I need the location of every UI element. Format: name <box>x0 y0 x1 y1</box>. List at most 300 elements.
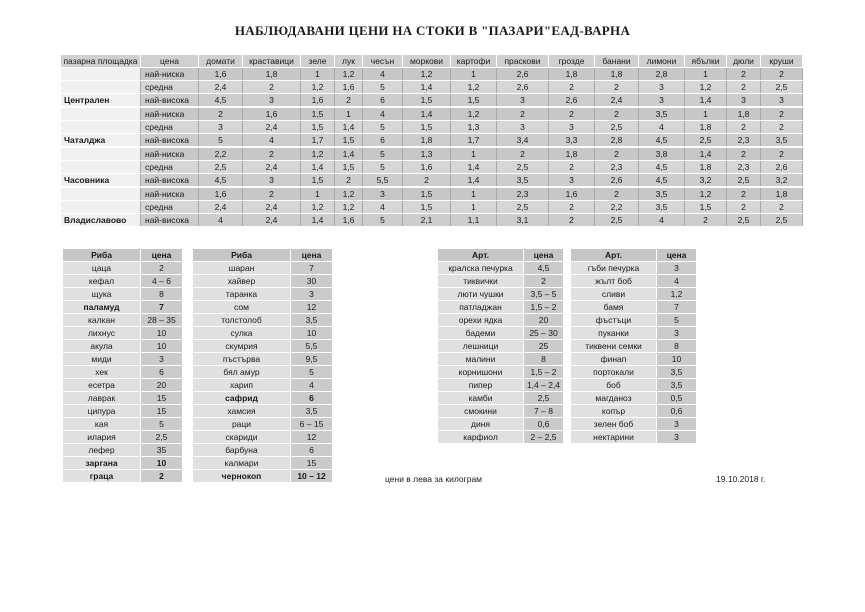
price-value-cell: 2,4 <box>199 81 243 94</box>
price-value-cell: 2 <box>243 187 301 201</box>
price-kind-cell: средна <box>141 201 199 214</box>
item-name-cell: тиквени семки <box>571 340 657 353</box>
price-value-cell: 2,5 <box>199 161 243 174</box>
price-value-cell: 1,2 <box>301 201 335 214</box>
item-name-cell: сафрид <box>193 392 291 405</box>
item-price-cell: 15 <box>141 392 183 405</box>
item-price-cell: 6 <box>141 366 183 379</box>
price-value-cell: 3,5 <box>639 187 685 201</box>
item-name-cell: бамя <box>571 301 657 314</box>
price-value-cell: 1,2 <box>335 187 363 201</box>
item-name-cell: пуканки <box>571 327 657 340</box>
table-row <box>438 405 564 418</box>
price-value-cell: 1,8 <box>595 68 639 81</box>
item-price-cell: 7 <box>141 301 183 314</box>
product-column-header: краставици <box>243 55 301 68</box>
table-row <box>193 288 333 301</box>
table-row <box>193 405 333 418</box>
table-row <box>63 288 183 301</box>
item-name-cell: раци <box>193 418 291 431</box>
table-row <box>438 314 564 327</box>
item-name-cell: сом <box>193 301 291 314</box>
item-name-cell: смокини <box>438 405 524 418</box>
price-value-cell: 4 <box>363 68 403 81</box>
table-row <box>61 107 803 121</box>
price-kind-cell: най-висока <box>141 94 199 108</box>
price-value-cell: 1,3 <box>451 121 497 134</box>
header-row <box>63 249 183 262</box>
price-value-cell: 3 <box>243 94 301 108</box>
fish-table-2 <box>192 248 333 483</box>
item-name-cell: лефер <box>63 444 141 457</box>
price-value-cell: 2 <box>549 214 595 228</box>
item-price-cell: 10 <box>141 327 183 340</box>
price-value-cell: 2,6 <box>595 174 639 188</box>
table-row <box>571 275 697 288</box>
price-value-cell: 3,5 <box>497 174 549 188</box>
price-value-cell: 2,6 <box>497 81 549 94</box>
item-name-cell: калмари <box>193 457 291 470</box>
item-price-cell: 30 <box>291 275 333 288</box>
item-price-cell: 8 <box>141 288 183 301</box>
table-row <box>61 121 803 134</box>
price-value-cell: 3 <box>199 121 243 134</box>
item-column-header: Риба <box>193 249 291 262</box>
fish-table-1 <box>62 248 183 483</box>
report-date: 19.10.2018 г. <box>716 474 766 484</box>
price-value-cell: 4,5 <box>199 174 243 188</box>
price-value-cell: 2 <box>595 81 639 94</box>
price-value-cell: 4 <box>243 134 301 148</box>
item-name-cell: патладжан <box>438 301 524 314</box>
price-value-cell: 2,4 <box>199 201 243 214</box>
page-title: НАБЛЮДАВАНИ ЦЕНИ НА СТОКИ В "ПАЗАРИ"ЕАД-ВАРНА <box>234 23 631 38</box>
item-name-cell: скариди <box>193 431 291 444</box>
price-value-cell: 2 <box>497 147 549 161</box>
item-name-cell: пъстърва <box>193 353 291 366</box>
price-value-cell: 2,4 <box>243 214 301 228</box>
item-price-cell: 5 <box>291 366 333 379</box>
price-value-cell: 1,2 <box>685 81 727 94</box>
item-name-cell: гъби печурка <box>571 262 657 275</box>
price-value-cell: 1,2 <box>403 68 451 81</box>
price-value-cell: 4,5 <box>199 94 243 108</box>
price-value-cell: 1,5 <box>301 121 335 134</box>
product-column-header: картофи <box>451 55 497 68</box>
table-row <box>438 340 564 353</box>
table-row <box>571 314 697 327</box>
price-value-cell: 2,4 <box>243 121 301 134</box>
art-table <box>437 248 697 444</box>
price-value-cell: 1,2 <box>301 81 335 94</box>
price-value-cell: 1,5 <box>335 134 363 148</box>
price-kind-cell: най-висока <box>141 174 199 188</box>
price-value-cell: 2,2 <box>199 147 243 161</box>
product-column-header: грозде <box>549 55 595 68</box>
price-value-cell: 2,3 <box>595 161 639 174</box>
price-value-cell: 2,2 <box>595 201 639 214</box>
price-value-cell: 3,5 <box>761 134 803 148</box>
item-price-cell: 2,5 <box>141 431 183 444</box>
table-row <box>61 214 803 228</box>
price-value-cell: 1,3 <box>403 147 451 161</box>
price-value-cell: 1,5 <box>301 174 335 188</box>
product-column-header: моркови <box>403 55 451 68</box>
product-column-header: банани <box>595 55 639 68</box>
product-column-header: чесън <box>363 55 403 68</box>
item-column-header: Арт. <box>571 249 657 262</box>
item-name-cell: жълт боб <box>571 275 657 288</box>
item-price-cell: 35 <box>141 444 183 457</box>
price-value-cell: 2 <box>335 94 363 108</box>
price-value-cell: 1,8 <box>685 161 727 174</box>
price-value-cell: 1 <box>451 147 497 161</box>
item-price-cell: 0,5 <box>657 392 697 405</box>
price-kind-cell: най-ниска <box>141 147 199 161</box>
item-price-cell: 1,5 – 2 <box>524 301 564 314</box>
market-name-cell: Часовника <box>61 174 141 188</box>
table-row <box>63 444 183 457</box>
item-name-cell: сулка <box>193 327 291 340</box>
table-row <box>63 457 183 470</box>
price-value-cell: 3 <box>727 94 761 108</box>
table-row <box>571 405 697 418</box>
price-kind-cell: най-ниска <box>141 187 199 201</box>
item-column-header: Риба <box>63 249 141 262</box>
price-value-cell: 2 <box>761 107 803 121</box>
product-column-header: ябълки <box>685 55 727 68</box>
item-price-cell: 4 <box>657 275 697 288</box>
item-price-cell: 0,6 <box>657 405 697 418</box>
item-price-cell: 7 – 8 <box>524 405 564 418</box>
table-row <box>61 94 803 108</box>
price-value-cell: 1,7 <box>451 134 497 148</box>
price-value-cell: 2 <box>243 147 301 161</box>
price-value-cell: 1,2 <box>451 81 497 94</box>
item-price-cell: 20 <box>524 314 564 327</box>
product-column-header: домати <box>199 55 243 68</box>
price-value-cell: 3 <box>761 94 803 108</box>
item-price-cell: 10 <box>141 457 183 470</box>
table-row <box>61 161 803 174</box>
table-row <box>63 353 183 366</box>
price-value-cell: 4,5 <box>639 161 685 174</box>
price-kind-cell: средна <box>141 121 199 134</box>
price-column-header: цена <box>291 249 333 262</box>
price-value-cell: 2 <box>595 147 639 161</box>
item-price-cell: 9,5 <box>291 353 333 366</box>
item-name-cell: хайвер <box>193 275 291 288</box>
price-value-cell: 1,6 <box>335 214 363 228</box>
item-name-cell: кралска печурка <box>438 262 524 275</box>
item-name-cell: хамсия <box>193 405 291 418</box>
item-name-cell: щука <box>63 288 141 301</box>
table-row <box>193 431 333 444</box>
table-row <box>193 327 333 340</box>
table-row <box>571 262 697 275</box>
market-name-cell <box>61 81 141 94</box>
price-value-cell: 5 <box>363 161 403 174</box>
main-price-table <box>60 54 803 228</box>
table-row <box>571 301 697 314</box>
item-price-cell: 1,2 <box>657 288 697 301</box>
item-name-cell: граца <box>63 470 141 483</box>
price-value-cell: 2 <box>727 68 761 81</box>
price-value-cell: 3 <box>243 174 301 188</box>
header-row <box>61 55 803 68</box>
price-value-cell: 1,5 <box>451 94 497 108</box>
item-price-cell: 1,4 – 2,4 <box>524 379 564 392</box>
table-row <box>438 288 564 301</box>
table-row <box>63 314 183 327</box>
item-price-cell: 7 <box>657 301 697 314</box>
item-price-cell: 8 <box>657 340 697 353</box>
table-row <box>438 379 564 392</box>
item-name-cell: миди <box>63 353 141 366</box>
item-name-cell: калкан <box>63 314 141 327</box>
price-value-cell: 3,8 <box>639 147 685 161</box>
table-row <box>571 366 697 379</box>
table-row <box>61 147 803 161</box>
item-price-cell: 3 <box>657 418 697 431</box>
table-row <box>63 366 183 379</box>
price-value-cell: 1,5 <box>335 161 363 174</box>
item-price-cell: 2 <box>141 262 183 275</box>
price-value-cell: 1,4 <box>451 174 497 188</box>
price-value-cell: 4,5 <box>639 174 685 188</box>
market-name-cell <box>61 121 141 134</box>
price-value-cell: 2,1 <box>403 214 451 228</box>
price-value-cell: 1,2 <box>451 107 497 121</box>
price-value-cell: 3 <box>639 94 685 108</box>
table-row <box>63 340 183 353</box>
market-name-cell <box>61 68 141 81</box>
price-value-cell: 5 <box>199 134 243 148</box>
item-name-cell: заргана <box>63 457 141 470</box>
table-row <box>193 340 333 353</box>
table-row <box>193 444 333 457</box>
item-name-cell: лихнус <box>63 327 141 340</box>
item-price-cell: 12 <box>291 431 333 444</box>
price-value-cell: 2 <box>549 201 595 214</box>
table-row <box>63 470 183 483</box>
product-column-header: дюли <box>727 55 761 68</box>
price-value-cell: 6 <box>363 134 403 148</box>
item-name-cell: тиквички <box>438 275 524 288</box>
price-value-cell: 2,8 <box>639 68 685 81</box>
price-value-cell: 3 <box>549 174 595 188</box>
item-price-cell: 5,5 <box>291 340 333 353</box>
item-name-cell: чернокоп <box>193 470 291 483</box>
price-kind-cell: най-висока <box>141 134 199 148</box>
table-row <box>438 353 564 366</box>
price-value-cell: 2 <box>727 147 761 161</box>
price-value-cell: 2,5 <box>595 121 639 134</box>
item-name-cell: лаврак <box>63 392 141 405</box>
item-price-cell: 2,5 <box>524 392 564 405</box>
item-price-cell: 10 <box>657 353 697 366</box>
product-column-header: круши <box>761 55 803 68</box>
price-value-cell: 2 <box>761 147 803 161</box>
price-value-cell: 1,5 <box>301 107 335 121</box>
table-row <box>438 262 564 275</box>
market-name-cell <box>61 107 141 121</box>
item-name-cell: камби <box>438 392 524 405</box>
table-row <box>193 366 333 379</box>
price-value-cell: 1,8 <box>761 187 803 201</box>
price-value-cell: 2 <box>497 107 549 121</box>
item-price-cell: 7 <box>291 262 333 275</box>
price-value-cell: 2,5 <box>761 81 803 94</box>
price-value-cell: 1 <box>301 68 335 81</box>
table-row <box>193 301 333 314</box>
item-price-cell: 2 – 2,5 <box>524 431 564 444</box>
item-price-cell: 5 <box>141 418 183 431</box>
price-value-cell: 2,4 <box>243 161 301 174</box>
price-kind-cell: средна <box>141 161 199 174</box>
corner-header: пазарна площадка <box>61 55 141 68</box>
price-value-cell: 1,4 <box>301 214 335 228</box>
price-value-cell: 2 <box>727 81 761 94</box>
item-name-cell: толстолоб <box>193 314 291 327</box>
price-value-cell: 2,5 <box>761 214 803 228</box>
price-value-cell: 1,4 <box>403 107 451 121</box>
price-value-cell: 2,3 <box>727 134 761 148</box>
table-row <box>438 366 564 379</box>
item-name-cell: хек <box>63 366 141 379</box>
price-column-header: цена <box>141 249 183 262</box>
price-value-cell: 2 <box>549 161 595 174</box>
price-value-cell: 3,4 <box>497 134 549 148</box>
table-row <box>193 418 333 431</box>
price-value-cell: 1 <box>335 107 363 121</box>
price-value-cell: 4,5 <box>639 134 685 148</box>
price-value-cell: 2,5 <box>497 201 549 214</box>
price-kind-cell: най-висока <box>141 214 199 228</box>
table-row <box>63 327 183 340</box>
item-name-cell: магданоз <box>571 392 657 405</box>
item-price-cell: 25 <box>524 340 564 353</box>
price-value-cell: 3,5 <box>639 107 685 121</box>
table-row <box>61 174 803 188</box>
price-value-cell: 2,3 <box>497 187 549 201</box>
table-row <box>193 379 333 392</box>
item-price-cell: 3 <box>657 327 697 340</box>
price-value-cell: 1,5 <box>403 201 451 214</box>
price-value-cell: 2,5 <box>595 214 639 228</box>
table-row <box>61 68 803 81</box>
table-row <box>61 187 803 201</box>
price-value-cell: 2,4 <box>243 201 301 214</box>
item-name-cell: люти чушки <box>438 288 524 301</box>
price-value-cell: 1,2 <box>335 201 363 214</box>
price-value-cell: 1,6 <box>549 187 595 201</box>
price-value-cell: 1,5 <box>403 94 451 108</box>
item-price-cell: 10 <box>141 340 183 353</box>
price-value-cell: 1,7 <box>301 134 335 148</box>
table-row <box>438 431 564 444</box>
item-price-cell: 3,5 <box>657 379 697 392</box>
header-row <box>438 249 564 262</box>
item-name-cell: илария <box>63 431 141 444</box>
price-value-cell: 3 <box>549 121 595 134</box>
price-kind-cell: средна <box>141 81 199 94</box>
price-value-cell: 1,5 <box>685 201 727 214</box>
item-name-cell: боб <box>571 379 657 392</box>
price-value-cell: 1,2 <box>301 147 335 161</box>
item-name-cell: таранка <box>193 288 291 301</box>
price-value-cell: 2,5 <box>727 174 761 188</box>
item-price-cell: 3 <box>291 288 333 301</box>
item-name-cell: бадеми <box>438 327 524 340</box>
item-name-cell: кефал <box>63 275 141 288</box>
item-name-cell: фъстъци <box>571 314 657 327</box>
table-row <box>63 392 183 405</box>
table-row <box>193 262 333 275</box>
table-row <box>438 327 564 340</box>
price-value-cell: 4 <box>363 107 403 121</box>
item-price-cell: 5 <box>657 314 697 327</box>
art-table-left <box>437 248 564 444</box>
item-name-cell: паламуд <box>63 301 141 314</box>
table-row <box>63 405 183 418</box>
price-value-cell: 1,5 <box>403 121 451 134</box>
item-name-cell: пипер <box>438 379 524 392</box>
price-value-cell: 2,6 <box>497 68 549 81</box>
price-value-cell: 3,2 <box>761 174 803 188</box>
header-row <box>571 249 697 262</box>
item-name-cell: шаран <box>193 262 291 275</box>
price-value-cell: 2,5 <box>685 134 727 148</box>
price-value-cell: 2,4 <box>595 94 639 108</box>
price-value-cell: 2,8 <box>595 134 639 148</box>
item-price-cell: 28 – 35 <box>141 314 183 327</box>
item-price-cell: 4 <box>291 379 333 392</box>
item-price-cell: 3 <box>141 353 183 366</box>
table-row <box>571 418 697 431</box>
item-price-cell: 4 – 6 <box>141 275 183 288</box>
price-value-cell: 2 <box>761 68 803 81</box>
item-price-cell: 8 <box>524 353 564 366</box>
price-value-cell: 1,4 <box>335 147 363 161</box>
item-price-cell: 4,5 <box>524 262 564 275</box>
table-row <box>63 275 183 288</box>
item-price-cell: 1,5 – 2 <box>524 366 564 379</box>
table-row <box>61 134 803 148</box>
item-name-cell: цаца <box>63 262 141 275</box>
price-kind-cell: най-ниска <box>141 107 199 121</box>
price-value-cell: 2 <box>685 214 727 228</box>
item-price-cell: 6 <box>291 392 333 405</box>
table-row <box>438 418 564 431</box>
item-price-cell: 3 <box>657 262 697 275</box>
item-name-cell: кая <box>63 418 141 431</box>
price-value-cell: 1 <box>685 107 727 121</box>
price-value-cell: 3 <box>497 121 549 134</box>
price-value-cell: 1,4 <box>451 161 497 174</box>
table-row <box>193 470 333 483</box>
price-value-cell: 2,5 <box>497 161 549 174</box>
price-value-cell: 2 <box>595 187 639 201</box>
market-name-cell <box>61 161 141 174</box>
price-value-cell: 4 <box>639 214 685 228</box>
table-row <box>571 353 697 366</box>
product-column-header: лимони <box>639 55 685 68</box>
price-column-header: цена <box>141 55 199 68</box>
table-row <box>438 392 564 405</box>
item-price-cell: 20 <box>141 379 183 392</box>
item-name-cell: орехи ядка <box>438 314 524 327</box>
